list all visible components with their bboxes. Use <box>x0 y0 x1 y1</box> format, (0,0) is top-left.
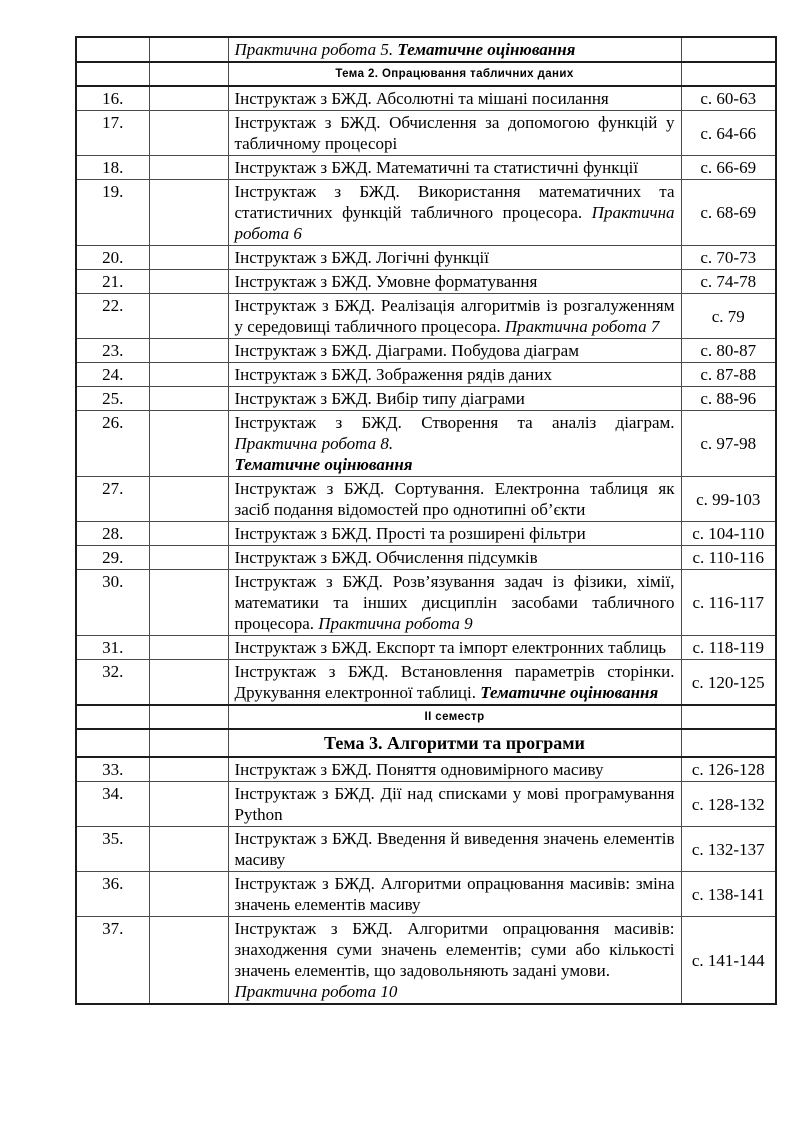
date-cell-empty <box>149 827 228 872</box>
pages-cell: с. 87-88 <box>681 363 776 387</box>
date-cell-empty <box>149 522 228 546</box>
lesson-topic-cell <box>228 387 681 411</box>
topic-text-segment: Практична робота 9 <box>318 614 473 633</box>
topic-text-segment: Тематичне оцінювання <box>234 455 413 474</box>
lesson-schedule-table <box>75 36 777 1005</box>
topic-text-segment: Інструктаж з БЖД. Вибір типу діаграми <box>234 389 525 408</box>
date-cell-empty <box>149 339 228 363</box>
date-cell-empty <box>149 180 228 246</box>
lesson-topic-cell <box>228 660 681 706</box>
topic-text-segment: Інструктаж з БЖД. Логічні функції <box>234 248 489 267</box>
pages-cell <box>681 37 776 62</box>
topic-text-segment: Інструктаж з БЖД. Розв’язування задач із фізики, хімії, математики та інших дисциплін засобами табличного процесора. <box>234 572 675 633</box>
topic-text-segment: Інструктаж з БЖД. Умовне форматування <box>234 272 538 291</box>
lesson-topic-cell <box>228 757 681 782</box>
lesson-topic-cell <box>228 636 681 660</box>
lesson-row <box>76 782 776 827</box>
lesson-topic-cell <box>228 827 681 872</box>
lesson-row <box>76 339 776 363</box>
topic-text-segment: Інструктаж з БЖД. Використання математичних та статистичних функцій табличного процесора. <box>234 182 675 222</box>
section-title-cell: Тема 3. Алгоритми та програми <box>228 729 681 757</box>
date-cell-empty <box>149 570 228 636</box>
lesson-row <box>76 660 776 706</box>
pages-cell <box>681 729 776 757</box>
lesson-row <box>76 270 776 294</box>
pages-cell: с. 60-63 <box>681 86 776 111</box>
date-cell-empty <box>149 387 228 411</box>
lesson-topic-cell <box>228 917 681 1005</box>
pages-cell <box>681 705 776 729</box>
lesson-number-cell: 25. <box>76 387 149 411</box>
lesson-topic-cell <box>228 294 681 339</box>
lesson-row <box>76 827 776 872</box>
pages-cell: с. 141-144 <box>681 917 776 1005</box>
lesson-topic-cell <box>228 246 681 270</box>
topic-text-segment: Інструктаж з БЖД. Встановлення параметрів сторінки. Друкування електронної таблиці. <box>234 662 675 702</box>
lesson-row <box>76 86 776 111</box>
date-cell-empty <box>149 86 228 111</box>
topic-text-segment: Інструктаж з БЖД. Реалізація алгоритмів із розгалуженням у середовищі табличного процесора. <box>234 296 675 336</box>
pages-cell: с. 80-87 <box>681 339 776 363</box>
pages-cell: с. 104-110 <box>681 522 776 546</box>
date-cell-empty <box>149 660 228 706</box>
lesson-topic-cell <box>228 872 681 917</box>
pages-cell: с. 128-132 <box>681 782 776 827</box>
lesson-topic-cell <box>228 570 681 636</box>
lesson-number-cell: 33. <box>76 757 149 782</box>
topic-line <box>235 918 675 981</box>
practical-work-title-row <box>76 37 776 62</box>
topic-text-segment: Інструктаж з БЖД. Абсолютні та мішані посилання <box>234 89 609 108</box>
pages-cell: с. 116-117 <box>681 570 776 636</box>
section-header-row <box>76 729 776 757</box>
section-header-row <box>76 62 776 86</box>
lesson-number-cell: 37. <box>76 917 149 1005</box>
topic-text-segment: Практична робота 7 <box>504 317 660 336</box>
date-cell-empty <box>149 917 228 1005</box>
section-title-cell: ІІ семестр <box>228 705 681 729</box>
lesson-topic-cell <box>228 546 681 570</box>
lesson-topic-cell <box>228 156 681 180</box>
pages-cell: с. 79 <box>681 294 776 339</box>
topic-text-segment: Інструктаж з БЖД. Дії над списками у мові програмування Python <box>234 784 675 824</box>
topic-text-segment: Інструктаж з БЖД. Обчислення за допомогою функцій у табличному процесорі <box>234 113 675 153</box>
topic-text-segment: Інструктаж з БЖД. Математичні та статистичні функції <box>234 158 639 177</box>
pages-cell: с. 132-137 <box>681 827 776 872</box>
lesson-row <box>76 917 776 1005</box>
lesson-row <box>76 477 776 522</box>
lesson-row <box>76 294 776 339</box>
lesson-number-cell <box>76 62 149 86</box>
date-cell-empty <box>149 156 228 180</box>
lesson-row <box>76 636 776 660</box>
lesson-topic-cell <box>228 180 681 246</box>
lesson-topic-cell <box>228 522 681 546</box>
lesson-number-cell: 17. <box>76 111 149 156</box>
lesson-row <box>76 872 776 917</box>
lesson-row <box>76 246 776 270</box>
pages-cell: с. 88-96 <box>681 387 776 411</box>
lesson-topic-cell <box>228 270 681 294</box>
lesson-number-cell: 28. <box>76 522 149 546</box>
date-cell-empty <box>149 294 228 339</box>
date-cell-empty <box>149 411 228 477</box>
lesson-number-cell: 18. <box>76 156 149 180</box>
lesson-row <box>76 546 776 570</box>
lesson-topic-cell <box>228 339 681 363</box>
topic-text-segment: Тематичне оцінювання <box>480 683 659 702</box>
topic-text-segment: Практична робота 6 <box>234 203 675 243</box>
topic-text-segment: Практична робота 10 <box>234 982 398 1001</box>
lesson-row <box>76 411 776 477</box>
lesson-topic-cell <box>228 782 681 827</box>
pages-cell <box>681 62 776 86</box>
topic-text-segment: Інструктаж з БЖД. Створення та аналіз діаграм. <box>234 413 675 432</box>
lesson-number-cell: 22. <box>76 294 149 339</box>
lesson-topic-cell <box>228 411 681 477</box>
pages-cell: с. 66-69 <box>681 156 776 180</box>
topic-text-segment: Практична робота 5. <box>234 40 398 59</box>
pages-cell: с. 99-103 <box>681 477 776 522</box>
date-cell-empty <box>149 363 228 387</box>
lesson-topic-cell <box>228 37 681 62</box>
lesson-number-cell: 36. <box>76 872 149 917</box>
topic-text-segment: Інструктаж з БЖД. Експорт та імпорт електронних таблиць <box>234 638 666 657</box>
lesson-number-cell: 35. <box>76 827 149 872</box>
lesson-number-cell: 24. <box>76 363 149 387</box>
lesson-row <box>76 111 776 156</box>
schedule-table-body <box>76 37 776 1004</box>
date-cell-empty <box>149 111 228 156</box>
date-cell-empty <box>149 782 228 827</box>
lesson-topic-cell <box>228 477 681 522</box>
lesson-number-cell: 23. <box>76 339 149 363</box>
lesson-number-cell: 31. <box>76 636 149 660</box>
lesson-topic-cell <box>228 363 681 387</box>
section-header-row <box>76 705 776 729</box>
lesson-number-cell <box>76 729 149 757</box>
topic-line <box>235 981 675 1002</box>
date-cell-empty <box>149 636 228 660</box>
lesson-row <box>76 363 776 387</box>
lesson-number-cell <box>76 705 149 729</box>
pages-cell: с. 110-116 <box>681 546 776 570</box>
topic-line <box>235 454 675 475</box>
topic-text-segment: Інструктаж з БЖД. Алгоритми опрацювання масивів: зміна значень елементів масиву <box>234 874 675 914</box>
topic-text-segment: Інструктаж з БЖД. Алгоритми опрацювання масивів: знаходження суми значень елементів; суми або кількості значень елементів, що задовольняють задані умови. <box>234 919 675 980</box>
lesson-number-cell <box>76 37 149 62</box>
lesson-number-cell: 34. <box>76 782 149 827</box>
date-cell-empty <box>149 37 228 62</box>
date-cell-empty <box>149 872 228 917</box>
pages-cell: с. 118-119 <box>681 636 776 660</box>
pages-cell: с. 74-78 <box>681 270 776 294</box>
date-cell-empty <box>149 729 228 757</box>
lesson-number-cell: 20. <box>76 246 149 270</box>
date-cell-empty <box>149 705 228 729</box>
date-cell-empty <box>149 62 228 86</box>
lesson-row <box>76 757 776 782</box>
lesson-row <box>76 570 776 636</box>
pages-cell: с. 138-141 <box>681 872 776 917</box>
topic-text-segment: Інструктаж з БЖД. Обчислення підсумків <box>234 548 538 567</box>
pages-cell: с. 68-69 <box>681 180 776 246</box>
lesson-row <box>76 387 776 411</box>
lesson-number-cell: 26. <box>76 411 149 477</box>
lesson-topic-cell <box>228 111 681 156</box>
pages-cell: с. 64-66 <box>681 111 776 156</box>
lesson-topic-cell <box>228 86 681 111</box>
date-cell-empty <box>149 757 228 782</box>
lesson-number-cell: 32. <box>76 660 149 706</box>
lesson-number-cell: 19. <box>76 180 149 246</box>
topic-text-segment: Інструктаж з БЖД. Поняття одновимірного масиву <box>234 760 604 779</box>
lesson-row <box>76 522 776 546</box>
date-cell-empty <box>149 477 228 522</box>
lesson-number-cell: 30. <box>76 570 149 636</box>
pages-cell: с. 120-125 <box>681 660 776 706</box>
topic-line <box>235 412 675 433</box>
lesson-number-cell: 21. <box>76 270 149 294</box>
lesson-number-cell: 16. <box>76 86 149 111</box>
topic-text-segment: Інструктаж з БЖД. Діаграми. Побудова діаграм <box>234 341 579 360</box>
topic-text-segment: Інструктаж з БЖД. Прості та розширені фільтри <box>234 524 586 543</box>
topic-text-segment: Інструктаж з БЖД. Введення й виведення значень елементів масиву <box>234 829 675 869</box>
topic-text-segment: Тематичне оцінювання <box>397 40 576 59</box>
topic-text-segment: Інструктаж з БЖД. Зображення рядів даних <box>234 365 552 384</box>
pages-cell: с. 126-128 <box>681 757 776 782</box>
pages-cell: с. 97-98 <box>681 411 776 477</box>
topic-text-segment: Інструктаж з БЖД. Сортування. Електронна таблиця як засіб подання відомостей про однотипні об’єкти <box>234 479 675 519</box>
lesson-number-cell: 29. <box>76 546 149 570</box>
date-cell-empty <box>149 546 228 570</box>
pages-cell: с. 70-73 <box>681 246 776 270</box>
lesson-number-cell: 27. <box>76 477 149 522</box>
date-cell-empty <box>149 270 228 294</box>
date-cell-empty <box>149 246 228 270</box>
topic-text-segment: Практична робота 8. <box>234 434 394 453</box>
topic-line <box>235 433 675 454</box>
lesson-row <box>76 156 776 180</box>
section-title-cell: Тема 2. Опрацювання табличних даних <box>228 62 681 86</box>
lesson-row <box>76 180 776 246</box>
